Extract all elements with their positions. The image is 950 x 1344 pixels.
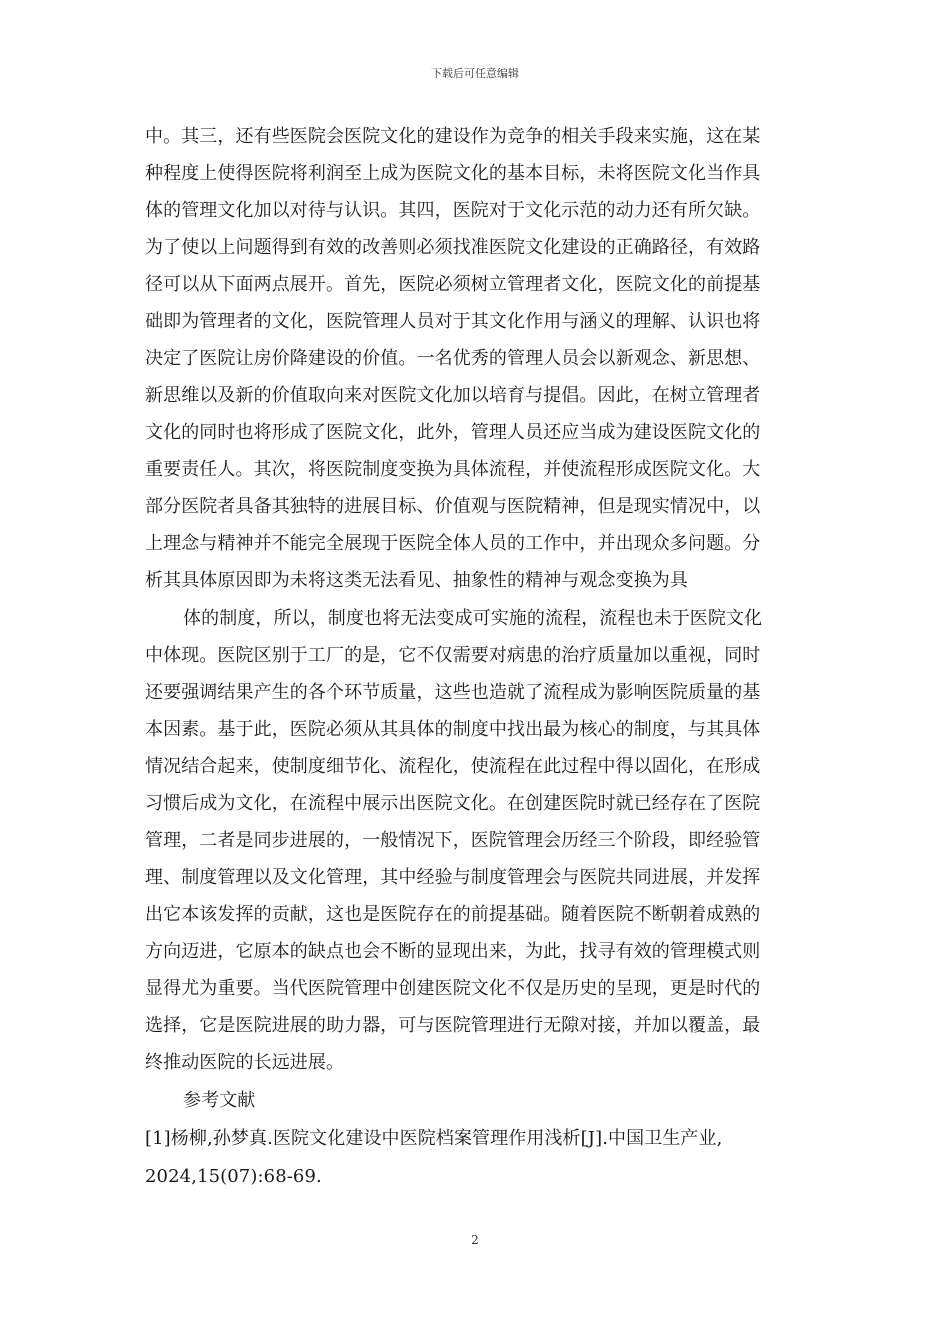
paragraph-line: 中。其三，还有些医院会医院文化的建设作为竞争的相关手段来实施，这在某 (145, 126, 761, 147)
reference-item: 2024,15(07):68-69. (145, 1166, 322, 1187)
references-heading: 参考文献 (183, 1090, 256, 1111)
paragraph-line: 显得尤为重要。当代医院管理中创建医院文化不仅是历史的呈现，更是时代的 (145, 978, 761, 999)
paragraph-line: 理、制度管理以及文化管理，其中经验与制度管理会与医院共同进展，并发挥 (145, 867, 761, 888)
paragraph-line: 体的制度，所以，制度也将无法变成可实施的流程，流程也未于医院文化 (183, 608, 763, 629)
paragraph-line: 中体现。医院区别于工厂的是，它不仅需要对病患的治疗质量加以重视，同时 (145, 645, 761, 666)
paragraph-line: 析其具体原因即为未将这类无法看见、抽象性的精神与观念变换为具 (145, 570, 688, 591)
paragraph-line: 终推动医院的长远进展。 (145, 1052, 345, 1073)
paragraph-line: 管理，二者是同步进展的，一般情况下，医院管理会历经三个阶段，即经验管 (145, 830, 761, 851)
paragraph-line: 出它本该发挥的贡献，这也是医院存在的前提基础。随着医院不断朝着成熟的 (145, 904, 761, 925)
page-number: 2 (471, 1233, 479, 1247)
paragraph-line: 还要强调结果产生的各个环节质量，这些也造就了流程成为影响医院质量的基 (145, 682, 761, 703)
paragraph-line: 情况结合起来，使制度细节化、流程化，使流程在此过程中得以固化，在形成 (145, 756, 761, 777)
paragraph-line: 文化的同时也将形成了医院文化，此外，管理人员还应当成为建设医院文化的 (145, 422, 761, 443)
paragraph-line: 本因素。基于此，医院必须从其具体的制度中找出最为核心的制度，与其具体 (145, 719, 761, 740)
paragraph-line: 方向迈进，它原本的缺点也会不断的显现出来，为此，找寻有效的管理模式则 (145, 941, 761, 962)
paragraph-line: 选择，它是医院进展的助力器，可与医院管理进行无隙对接，并加以覆盖，最 (145, 1015, 761, 1036)
paragraph-line: 体的管理文化加以对待与认识。其四，医院对于文化示范的动力还有所欠缺。 (145, 200, 761, 221)
reference-item: [1]杨柳,孙梦真.医院文化建设中医院档案管理作用浅析[J].中国卫生产业, (145, 1128, 723, 1149)
paragraph-line: 重要责任人。其次，将医院制度变换为具体流程，并使流程形成医院文化。大 (145, 459, 761, 480)
paragraph-line: 为了使以上问题得到有效的改善则必须找准医院文化建设的正确路径，有效路 (145, 237, 761, 258)
paragraph-line: 新思维以及新的价值取向来对医院文化加以培育与提倡。因此，在树立管理者 (145, 385, 761, 406)
paragraph-line: 种程度上使得医院将利润至上成为医院文化的基本目标，未将医院文化当作具 (145, 163, 761, 184)
paragraph-line: 上理念与精神并不能完全展现于医院全体人员的工作中，并出现众多问题。分 (145, 533, 761, 554)
paragraph-line: 径可以从下面两点展开。首先，医院必须树立管理者文化，医院文化的前提基 (145, 274, 761, 295)
paragraph-line: 部分医院者具备其独特的进展目标、价值观与医院精神，但是现实情况中，以 (145, 496, 761, 517)
page-header: 下载后可任意编辑 (431, 67, 519, 80)
paragraph-line: 决定了医院让房价降建设的价值。一名优秀的管理人员会以新观念、新思想、 (145, 348, 761, 369)
paragraph-line: 础即为管理者的文化，医院管理人员对于其文化作用与涵义的理解、认识也将 (145, 311, 761, 332)
paragraph-line: 习惯后成为文化，在流程中展示出医院文化。在创建医院时就已经存在了医院 (145, 793, 761, 814)
